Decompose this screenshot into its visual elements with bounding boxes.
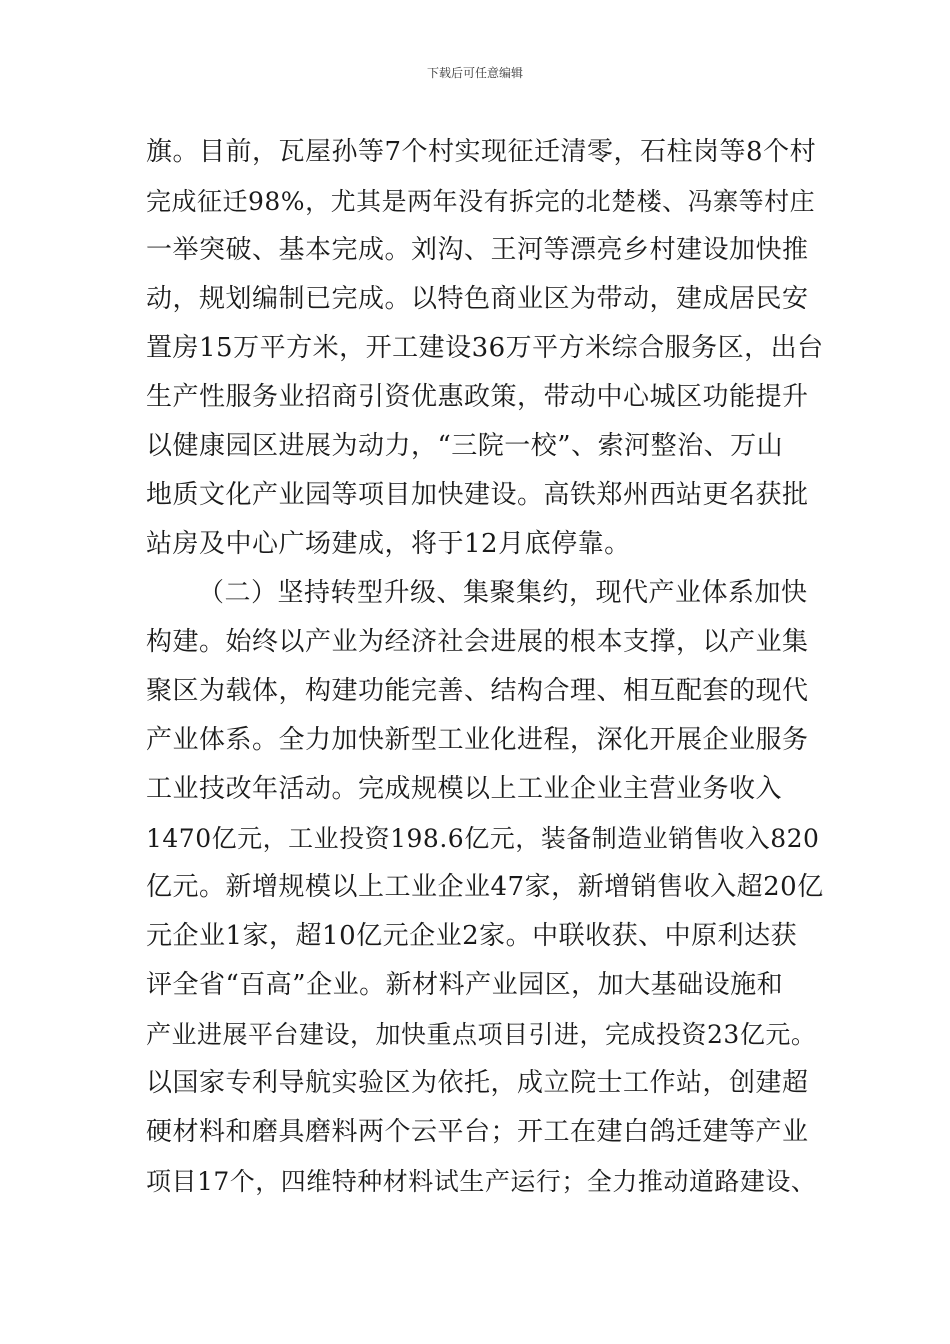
text-line: 完成征迁98%，尤其是两年没有拆完的北楚楼、冯寨等村庄 [146,187,816,216]
text-line: 评全省“百高”企业。新材料产业园区，加大基础设施和 [146,970,784,1000]
text-line: 旗。目前，瓦屋孙等7个村实现征迁清零，石柱岗等8个村 [146,137,817,167]
page-header: 下载后可任意编辑 [426,66,523,80]
text-line: 亿元。新增规模以上工业企业47家，新增销售收入超20亿 [146,872,824,902]
text-line: 置房15万平方米，开工建设36万平方米综合服务区，出台 [146,333,824,363]
text-line: 产业进展平台建设，加快重点项目引进，完成投资23亿元。 [146,1020,817,1049]
text-line: 1470亿元，工业投资198.6亿元，装备制造业销售收入820 [146,824,820,853]
text-line: 产业体系。全力加快新型工业化进程，深化开展企业服务 [146,725,809,755]
text-line: 工业技改年活动。完成规模以上工业企业主营业务收入 [146,774,783,804]
text-line: 站房及中心广场建成，将于12月底停靠。 [146,529,631,559]
text-line: 元企业1家，超10亿元企业2家。中联收获、中原利达获 [146,921,798,951]
text-line: 一举突破、基本完成。刘沟、王河等漂亮乡村建设加快推 [146,235,809,265]
text-line: 地质文化产业园等项目加快建设。高铁郑州西站更名获批 [146,480,809,510]
text-line: 动，规划编制已完成。以特色商业区为带动，建成居民安 [146,284,809,314]
text-line: 项目17个，四维特种材料试生产运行；全力推动道路建设、 [146,1167,817,1196]
text-line: 以健康园区进展为动力，“三院一校”、索河整治、万山 [146,431,784,461]
text-line: 构建。始终以产业为经济社会进展的根本支撑，以产业集 [146,627,809,657]
text-line: （二）坚持转型升级、集聚集约，现代产业体系加快 [198,578,808,608]
text-line: 聚区为载体，构建功能完善、结构合理、相互配套的现代 [146,676,809,706]
text-line: 硬材料和磨具磨料两个云平台；开工在建白鸽迁建等产业 [146,1117,809,1147]
document-body [146,128,826,1206]
text-line: 以国家专利导航实验区为依托，成立院士工作站，创建超 [146,1068,809,1098]
text-line: 生产性服务业招商引资优惠政策，带动中心城区功能提升 [146,382,809,412]
